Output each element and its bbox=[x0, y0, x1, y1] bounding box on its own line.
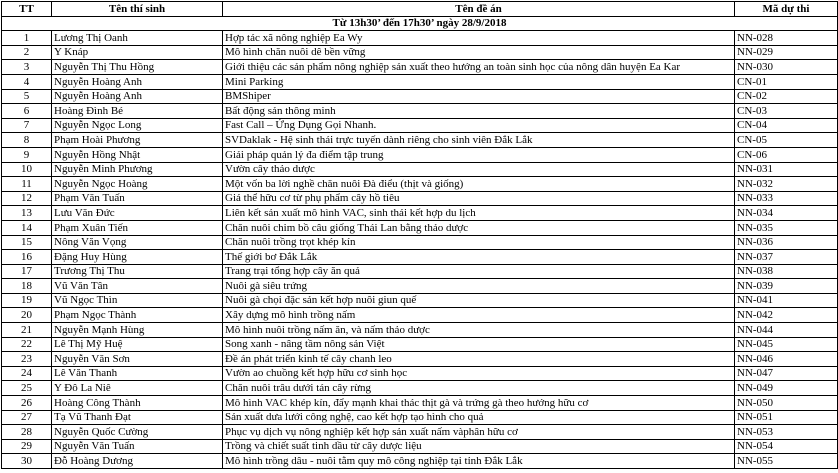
entry-code: NN-035 bbox=[735, 220, 838, 235]
table-row bbox=[2, 177, 838, 192]
row-number: 13 bbox=[2, 206, 52, 221]
project-title: Xây dựng mô hình trồng nấm bbox=[223, 308, 735, 323]
entry-code: NN-030 bbox=[735, 60, 838, 75]
project-title: Chăn nuôi trâu dưới tán cây rừng bbox=[223, 381, 735, 396]
project-title: Song xanh - nâng tầm nông sản Việt bbox=[223, 337, 735, 352]
row-number: 14 bbox=[2, 220, 52, 235]
table-row bbox=[2, 250, 838, 265]
row-number: 16 bbox=[2, 250, 52, 265]
table-row bbox=[2, 31, 838, 46]
table-row bbox=[2, 162, 838, 177]
row-number: 27 bbox=[2, 410, 52, 425]
table-row bbox=[2, 104, 838, 119]
header-tt: TT bbox=[2, 2, 52, 17]
entry-code: NN-051 bbox=[735, 410, 838, 425]
project-title: Mô hình nuôi trồng nấm ăn, và nấm thảo dược bbox=[223, 323, 735, 338]
student-name: Y Knáp bbox=[52, 45, 223, 60]
entry-code: NN-054 bbox=[735, 439, 838, 454]
project-title: Nuôi gà siêu trứng bbox=[223, 279, 735, 294]
entry-code: NN-045 bbox=[735, 337, 838, 352]
student-name: Nguyễn Văn Sơn bbox=[52, 352, 223, 367]
student-name: Phạm Ngọc Thành bbox=[52, 308, 223, 323]
table-row bbox=[2, 410, 838, 425]
table-row bbox=[2, 352, 838, 367]
table-row bbox=[2, 425, 838, 440]
table-row bbox=[2, 74, 838, 89]
table-row bbox=[2, 89, 838, 104]
student-name: Đỗ Hoàng Dương bbox=[52, 454, 223, 469]
row-number: 11 bbox=[2, 177, 52, 192]
project-title: Vườn ao chuồng kết hợp hữu cơ sinh học bbox=[223, 366, 735, 381]
table-row bbox=[2, 308, 838, 323]
row-number: 22 bbox=[2, 337, 52, 352]
student-name: Nguyễn Ngọc Long bbox=[52, 118, 223, 133]
table-row bbox=[2, 279, 838, 294]
entry-code: NN-038 bbox=[735, 264, 838, 279]
student-name: Nguyễn Thị Thu Hồng bbox=[52, 60, 223, 75]
table-row bbox=[2, 60, 838, 75]
table-row bbox=[2, 439, 838, 454]
project-title: Vườn cây thảo dược bbox=[223, 162, 735, 177]
entry-code: CN-03 bbox=[735, 104, 838, 119]
student-name: Lê Văn Thanh bbox=[52, 366, 223, 381]
row-number: 6 bbox=[2, 104, 52, 119]
entry-code: NN-039 bbox=[735, 279, 838, 294]
table-row bbox=[2, 454, 838, 469]
table-row bbox=[2, 366, 838, 381]
project-title: Hợp tác xã nông nghiệp Ea Wy bbox=[223, 31, 735, 46]
table-row bbox=[2, 147, 838, 162]
row-number: 9 bbox=[2, 147, 52, 162]
row-number: 25 bbox=[2, 381, 52, 396]
table-row bbox=[2, 381, 838, 396]
row-number: 5 bbox=[2, 89, 52, 104]
row-number: 8 bbox=[2, 133, 52, 148]
student-name: Hoàng Công Thành bbox=[52, 396, 223, 411]
row-number: 26 bbox=[2, 396, 52, 411]
entry-code: NN-029 bbox=[735, 45, 838, 60]
row-number: 19 bbox=[2, 293, 52, 308]
student-name: Nguyễn Hoàng Anh bbox=[52, 74, 223, 89]
project-title: Giải pháp quản lý đa điểm tập trung bbox=[223, 147, 735, 162]
project-title: Mô hình VAC khép kín, đẩy mạnh khai thác thịt gà và trứng gà theo hướng hữu cơ bbox=[223, 396, 735, 411]
table-row bbox=[2, 337, 838, 352]
entry-code: NN-036 bbox=[735, 235, 838, 250]
candidate-table bbox=[1, 1, 838, 469]
entry-code: NN-049 bbox=[735, 381, 838, 396]
student-name: Nguyễn Mạnh Hùng bbox=[52, 323, 223, 338]
student-name: Nguyễn Hồng Nhật bbox=[52, 147, 223, 162]
row-number: 4 bbox=[2, 74, 52, 89]
project-title: Mô hình chăn nuôi dê bền vững bbox=[223, 45, 735, 60]
student-name: Lưu Văn Đức bbox=[52, 206, 223, 221]
student-name: Nguyễn Văn Tuấn bbox=[52, 439, 223, 454]
row-number: 1 bbox=[2, 31, 52, 46]
entry-code: NN-041 bbox=[735, 293, 838, 308]
header-student: Tên thí sinh bbox=[52, 2, 223, 17]
row-number: 10 bbox=[2, 162, 52, 177]
project-title: Chăn nuôi trồng trọt khép kín bbox=[223, 235, 735, 250]
session-time: Từ 13h30’ đến 17h30’ ngày 28/9/2018 bbox=[2, 16, 838, 31]
table-body bbox=[2, 16, 838, 468]
entry-code: CN-05 bbox=[735, 133, 838, 148]
table-row bbox=[2, 323, 838, 338]
table-row bbox=[2, 264, 838, 279]
table-row bbox=[2, 220, 838, 235]
project-title: Đề án phát triển kinh tế cây chanh leo bbox=[223, 352, 735, 367]
student-name: Nguyễn Quốc Cường bbox=[52, 425, 223, 440]
row-number: 30 bbox=[2, 454, 52, 469]
project-title: SVDaklak - Hệ sinh thái trực tuyến dành riêng cho sinh viên Đắk Lắk bbox=[223, 133, 735, 148]
schedule-sheet bbox=[1, 1, 837, 471]
header-project: Tên đề án bbox=[223, 2, 735, 17]
project-title: Trang trại tổng hợp cây ăn quả bbox=[223, 264, 735, 279]
student-name: Y Đô La Niê bbox=[52, 381, 223, 396]
entry-code: NN-046 bbox=[735, 352, 838, 367]
student-name: Nông Văn Vọng bbox=[52, 235, 223, 250]
project-title: Liên kết sản xuất mô hình VAC, sinh thái kết hợp du lịch bbox=[223, 206, 735, 221]
student-name: Nguyễn Ngọc Hoàng bbox=[52, 177, 223, 192]
project-title: Phục vụ dịch vụ nông nghiệp kết hợp sản xuất nấm vàphân hữu cơ bbox=[223, 425, 735, 440]
student-name: Phạm Hoài Phương bbox=[52, 133, 223, 148]
project-title: Sản xuất dưa lưới công nghệ, cao kết hợp tạo hình cho quả bbox=[223, 410, 735, 425]
project-title: Thế giới bơ Đắk Lắk bbox=[223, 250, 735, 265]
student-name: Vũ Văn Tân bbox=[52, 279, 223, 294]
row-number: 29 bbox=[2, 439, 52, 454]
row-number: 20 bbox=[2, 308, 52, 323]
student-name: Nguyễn Hoàng Anh bbox=[52, 89, 223, 104]
row-number: 23 bbox=[2, 352, 52, 367]
entry-code: NN-028 bbox=[735, 31, 838, 46]
project-title: Một vốn ba lời nghề chăn nuôi Đà điểu (thịt và giống) bbox=[223, 177, 735, 192]
student-name: Đặng Huy Hùng bbox=[52, 250, 223, 265]
project-title: Chăn nuôi chim bồ câu giống Thái Lan bằng thảo dược bbox=[223, 220, 735, 235]
table-row bbox=[2, 118, 838, 133]
header-row bbox=[2, 2, 838, 17]
entry-code: NN-031 bbox=[735, 162, 838, 177]
student-name: Nguyễn Minh Phương bbox=[52, 162, 223, 177]
table-row bbox=[2, 396, 838, 411]
row-number: 17 bbox=[2, 264, 52, 279]
student-name: Tạ Vũ Thanh Đạt bbox=[52, 410, 223, 425]
row-number: 15 bbox=[2, 235, 52, 250]
project-title: Bất động sản thông minh bbox=[223, 104, 735, 119]
project-title: Mini Parking bbox=[223, 74, 735, 89]
table-row bbox=[2, 235, 838, 250]
project-title: Trồng và chiết suất tinh dầu từ cây dược liệu bbox=[223, 439, 735, 454]
student-name: Vũ Ngọc Thìn bbox=[52, 293, 223, 308]
student-name: Trương Thị Thu bbox=[52, 264, 223, 279]
row-number: 24 bbox=[2, 366, 52, 381]
entry-code: NN-047 bbox=[735, 366, 838, 381]
row-number: 2 bbox=[2, 45, 52, 60]
session-row bbox=[2, 16, 838, 31]
entry-code: CN-02 bbox=[735, 89, 838, 104]
header-code: Mã dự thi bbox=[735, 2, 838, 17]
student-name: Phạm Xuân Tiến bbox=[52, 220, 223, 235]
project-title: Giá thể hữu cơ từ phụ phẩm cây hồ tiêu bbox=[223, 191, 735, 206]
table-row bbox=[2, 191, 838, 206]
entry-code: NN-055 bbox=[735, 454, 838, 469]
entry-code: CN-01 bbox=[735, 74, 838, 89]
table-row bbox=[2, 206, 838, 221]
entry-code: NN-044 bbox=[735, 323, 838, 338]
table-row bbox=[2, 133, 838, 148]
student-name: Lương Thị Oanh bbox=[52, 31, 223, 46]
row-number: 7 bbox=[2, 118, 52, 133]
entry-code: NN-053 bbox=[735, 425, 838, 440]
entry-code: NN-033 bbox=[735, 191, 838, 206]
row-number: 21 bbox=[2, 323, 52, 338]
student-name: Hoàng Đình Bé bbox=[52, 104, 223, 119]
project-title: Mô hình trồng dâu - nuôi tằm quy mô công nghiệp tại tỉnh Đắk Lắk bbox=[223, 454, 735, 469]
entry-code: NN-032 bbox=[735, 177, 838, 192]
row-number: 3 bbox=[2, 60, 52, 75]
entry-code: NN-050 bbox=[735, 396, 838, 411]
student-name: Phạm Văn Tuấn bbox=[52, 191, 223, 206]
project-title: BMShiper bbox=[223, 89, 735, 104]
table-row bbox=[2, 45, 838, 60]
project-title: Giới thiệu các sản phẩm nông nghiệp sản xuất theo hướng an toàn sinh học của nông dân huyện Ea Kar bbox=[223, 60, 735, 75]
row-number: 12 bbox=[2, 191, 52, 206]
row-number: 18 bbox=[2, 279, 52, 294]
table-row bbox=[2, 293, 838, 308]
entry-code: NN-034 bbox=[735, 206, 838, 221]
entry-code: CN-04 bbox=[735, 118, 838, 133]
entry-code: NN-042 bbox=[735, 308, 838, 323]
entry-code: CN-06 bbox=[735, 147, 838, 162]
project-title: Fast Call – Ứng Dụng Gọi Nhanh. bbox=[223, 118, 735, 133]
row-number: 28 bbox=[2, 425, 52, 440]
project-title: Nuôi gà chọi đặc sản kết hợp nuôi giun quế bbox=[223, 293, 735, 308]
entry-code: NN-037 bbox=[735, 250, 838, 265]
student-name: Lê Thị Mỹ Huệ bbox=[52, 337, 223, 352]
